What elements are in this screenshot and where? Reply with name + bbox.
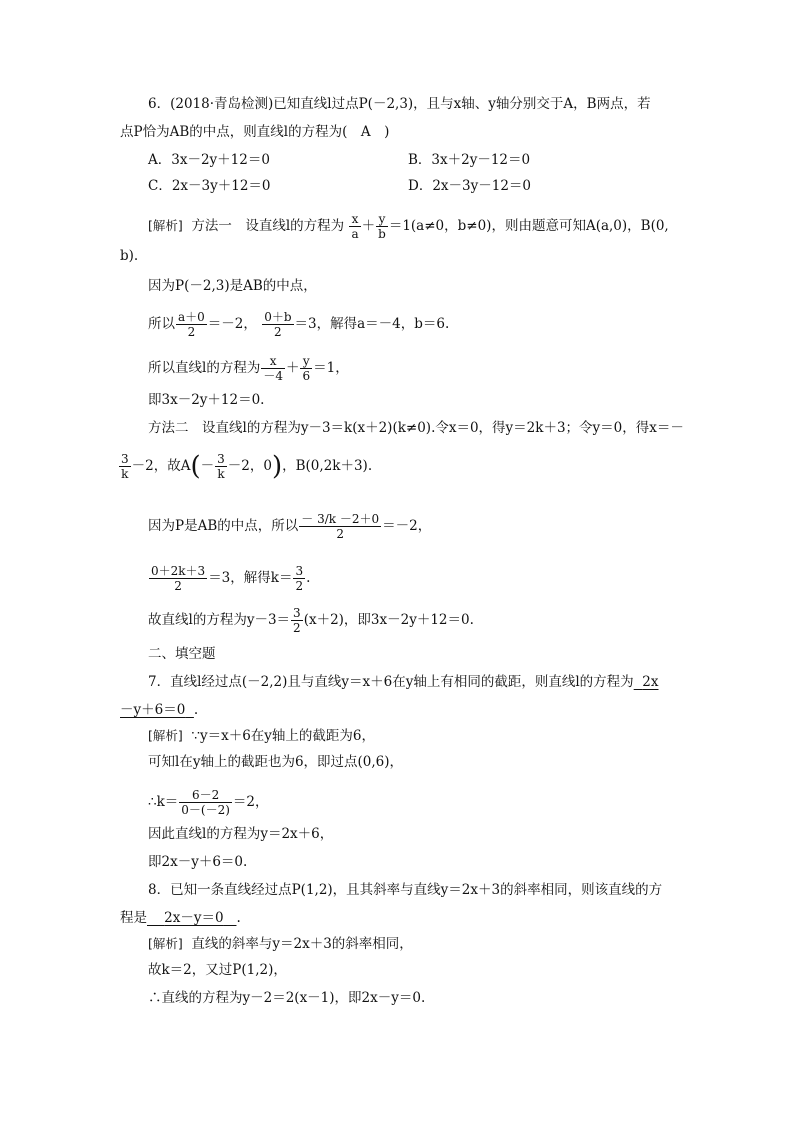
- q7-solution-line1: [解析] ∵y＝x＋6在y轴上的截距为6，: [148, 728, 375, 744]
- q8-stem-line1: 8．已知一条直线经过点P(1,2)，且其斜率与直线y＝2x＋3的斜率相同，则该直线的方: [148, 882, 663, 898]
- q7-stem-line2: －y＋6＝0 .: [120, 702, 199, 718]
- fraction: $\frac{y}{6}$: [302, 354, 311, 383]
- fraction: $\frac{3}{k}$: [217, 452, 225, 481]
- q7-answer-blank-cont: －y＋6＝0: [120, 702, 186, 718]
- fraction: $\frac{- 3/k -2+0}{2}$: [301, 512, 380, 541]
- fraction: $\frac{x}{-4}$: [263, 354, 283, 383]
- solution-tag: [解析]: [148, 218, 183, 233]
- q6-solution-line2: b).: [120, 248, 139, 264]
- fraction: $\frac{a+0}{2}$: [178, 310, 205, 339]
- q8-stem-line2: 程是 2x－y＝0 .: [120, 910, 241, 926]
- q6-method2-line1: 方法二 设直线l的方程为y－3＝k(x＋2)(k≠0).令x＝0，得y＝2k＋3；令y＝0，得x＝－: [148, 420, 684, 436]
- q6-stem-line1: 6．(2018·青岛检测)已知直线l过点P(－2,3)，且与x轴、y轴分别交于A，B两点，若: [148, 96, 651, 112]
- section-heading: 二、填空题: [148, 646, 216, 662]
- q6-stem-line2: 点P恰为AB的中点，则直线l的方程为( A ): [120, 124, 390, 140]
- q6-option-a: A．3x－2y＋12＝0: [148, 152, 270, 168]
- q8-solution-line1: [解析] 直线的斜率与y＝2x＋3的斜率相同，: [148, 936, 413, 952]
- solution-tag: [解析]: [148, 728, 183, 743]
- fraction: $\frac{3}{k}$: [121, 452, 129, 481]
- q6-method2-line4: $\frac{0+2k+3}{2}$ ＝3，解得k＝ $\frac{3}{2}$ .: [151, 564, 311, 593]
- q6-solution-line6: 即3x－2y＋12＝0.: [148, 392, 265, 408]
- fraction: $\frac{6-2}{0-(-2)}$: [181, 788, 230, 817]
- q6-option-c: C．2x－3y＋12＝0: [148, 178, 271, 194]
- q6-method2-line2: $\frac{3}{k}$ －2，故A(－ $\frac{3}{k}$ －2，0)，B(0,2k＋3).: [121, 451, 373, 482]
- q6-solution-line5: 所以直线l的方程为 $\frac{x}{-4}$ ＋ $\frac{y}{6}$ ＝1，: [148, 354, 349, 383]
- q6-solution-line1: [解析] 方法一 设直线l的方程为 $\frac{x}{a}$ ＋ $\frac{y}{b}$ ＝1(a≠0，b≠0)，则由题意可知A(a,0)，B(0,: [148, 212, 669, 241]
- q6-method2-line5: 故直线l的方程为y－3＝ $\frac{3}{2}$ (x＋2)，即3x－2y＋12＝0.: [148, 606, 474, 635]
- q6-option-d: D．2x－3y－12＝0: [408, 178, 532, 194]
- q8-solution-line3: ∴直线的方程为y－2＝2(x－1)，即2x－y＝0.: [148, 990, 426, 1006]
- q7-solution-line2: 可知l在y轴上的截距也为6，即过点(0,6)，: [148, 754, 404, 770]
- fraction: $\frac{0+2k+3}{2}$: [151, 564, 206, 593]
- fraction: $\frac{x}{a}$: [351, 212, 359, 241]
- solution-tag: [解析]: [148, 936, 183, 951]
- fraction: $\frac{y}{b}$: [378, 212, 386, 241]
- fraction: $\frac{3}{2}$: [293, 606, 301, 635]
- q7-solution-line4: 因此直线l的方程为y＝2x＋6，: [148, 826, 334, 842]
- q8-answer-blank: 2x－y＝0: [164, 910, 224, 926]
- fraction: $\frac{0+b}{2}$: [264, 310, 292, 339]
- q6-solution-line3: 因为P(－2,3)是AB的中点，: [148, 278, 317, 294]
- q7-solution-line5: 即2x－y＋6＝0.: [148, 854, 248, 870]
- q6-solution-line4: 所以 $\frac{a+0}{2}$ ＝－2， $\frac{0+b}{2}$ ＝3，解得a＝－4，b＝6.: [148, 310, 450, 339]
- fraction: $\frac{3}{2}$: [295, 564, 304, 593]
- q7-stem-line1: 7．直线l经过点(－2,2)且与直线y＝x＋6在y轴上有相同的截距，则直线l的方程为 2x: [148, 674, 659, 690]
- q8-solution-line2: 故k＝2，又过P(1,2)，: [148, 962, 287, 978]
- q6-method2-line3: 因为P是AB的中点，所以 $\frac{- 3/k -2+0}{2}$ ＝－2，: [148, 512, 432, 541]
- q7-answer-blank: 2x: [642, 674, 659, 690]
- q6-option-b: B．3x＋2y－12＝0: [408, 152, 531, 168]
- q7-solution-line3: ∴k＝ $\frac{6-2}{0-(-2)}$ ＝2，: [148, 788, 269, 817]
